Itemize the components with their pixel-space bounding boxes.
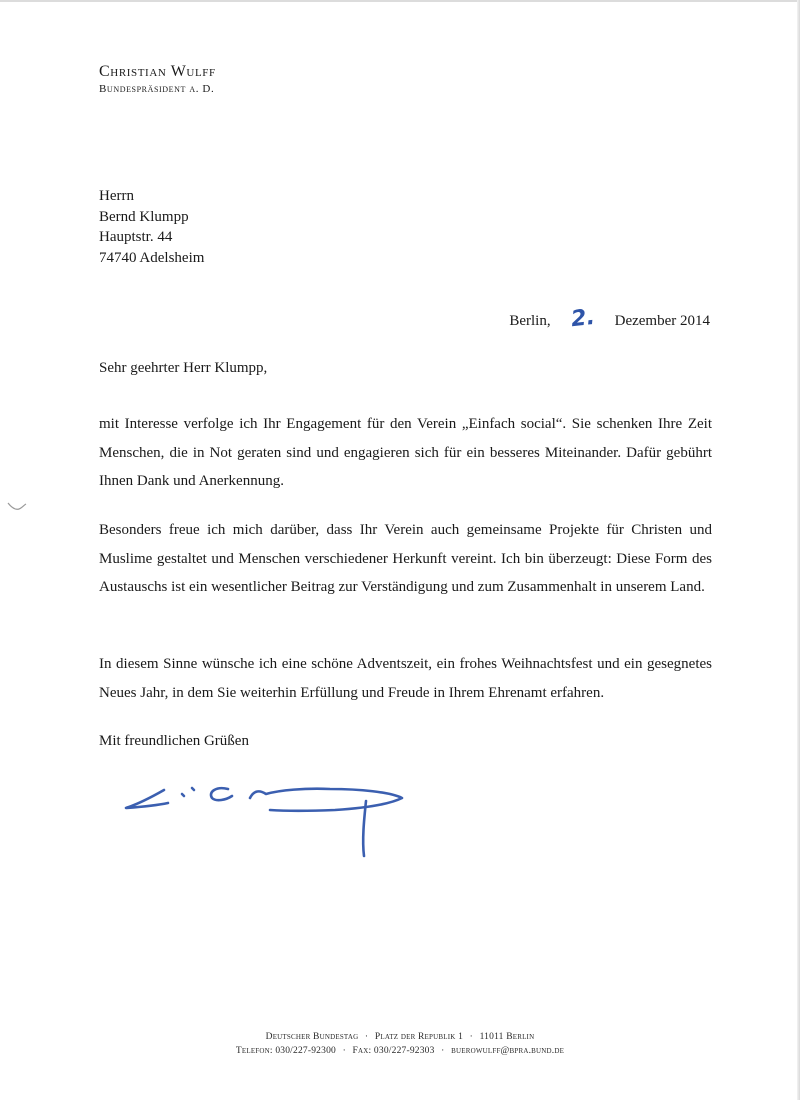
- sender-name: Christian Wulff: [99, 63, 216, 80]
- margin-mark: [6, 500, 28, 514]
- body-paragraph: In diesem Sinne wünsche ich eine schöne Adventszeit, ein frohes Weihnachtsfest und ein gesegnetes Neues Jahr, in dem Sie weiterhin Erfüllung und Freude in Ihrem Ehrenamt erfahren.: [99, 656, 712, 701]
- footer-separator: ·: [441, 1046, 445, 1056]
- date-line: [509, 306, 710, 331]
- closing: Mit freundlichen Grüßen: [99, 733, 249, 749]
- recipient-street: Hauptstr. 44: [99, 229, 173, 245]
- date-month-year: Dezember 2014: [614, 313, 710, 329]
- footer-email: buerowulff@bpra.bund.de: [451, 1046, 565, 1056]
- date-city: Berlin,: [509, 313, 551, 329]
- letterhead: [99, 62, 216, 96]
- page-edge: [0, 0, 800, 2]
- recipient-city: 74740 Adelsheim: [99, 249, 205, 266]
- footer: [0, 1030, 800, 1058]
- footer-separator: ·: [342, 1046, 346, 1056]
- recipient-address: [99, 186, 204, 268]
- body-paragraph: Besonders freue ich mich darüber, dass Ihr Verein auch gemeinsame Projekte für Christen und Muslime gestaltet und Menschen verschiedener Herkunft vereint. Ich bin überzeugt: Diese Form des Austauschs ist ein wesentlicher Beitrag zur Verständigung und zum Zusammenhalt in unserem Land.: [99, 522, 712, 595]
- sender-title: Bundespräsident a. D.: [99, 83, 215, 95]
- recipient-name: Bernd Klumpp: [99, 208, 189, 225]
- footer-street: Platz der Republik 1: [374, 1032, 464, 1042]
- recipient-salutation-line: Herrn: [99, 188, 134, 204]
- date-day-handwritten: 2.: [569, 304, 596, 333]
- salutation: Sehr geehrter Herr Klumpp,: [99, 360, 268, 376]
- footer-institution: Deutscher Bundestag: [265, 1032, 359, 1042]
- footer-separator: ·: [364, 1032, 369, 1042]
- body-paragraph: mit Interesse verfolge ich Ihr Engagement für den Verein „Einfach social“. Sie schenken Ihre Zeit Menschen, die in Not geraten sind und engagieren sich für ein besseres Miteinander. Dafür gebührt Ihnen Dank und Anerkennung.: [99, 416, 712, 489]
- footer-postal-city: 11011 Berlin: [479, 1032, 535, 1042]
- footer-phone: Telefon: 030/227-92300: [235, 1046, 336, 1056]
- footer-separator: ·: [469, 1032, 473, 1042]
- handwritten-signature: [120, 770, 420, 865]
- footer-contact-line: [0, 1044, 800, 1058]
- footer-address-line: [0, 1030, 800, 1044]
- footer-fax: Fax: 030/227-92303: [352, 1046, 435, 1056]
